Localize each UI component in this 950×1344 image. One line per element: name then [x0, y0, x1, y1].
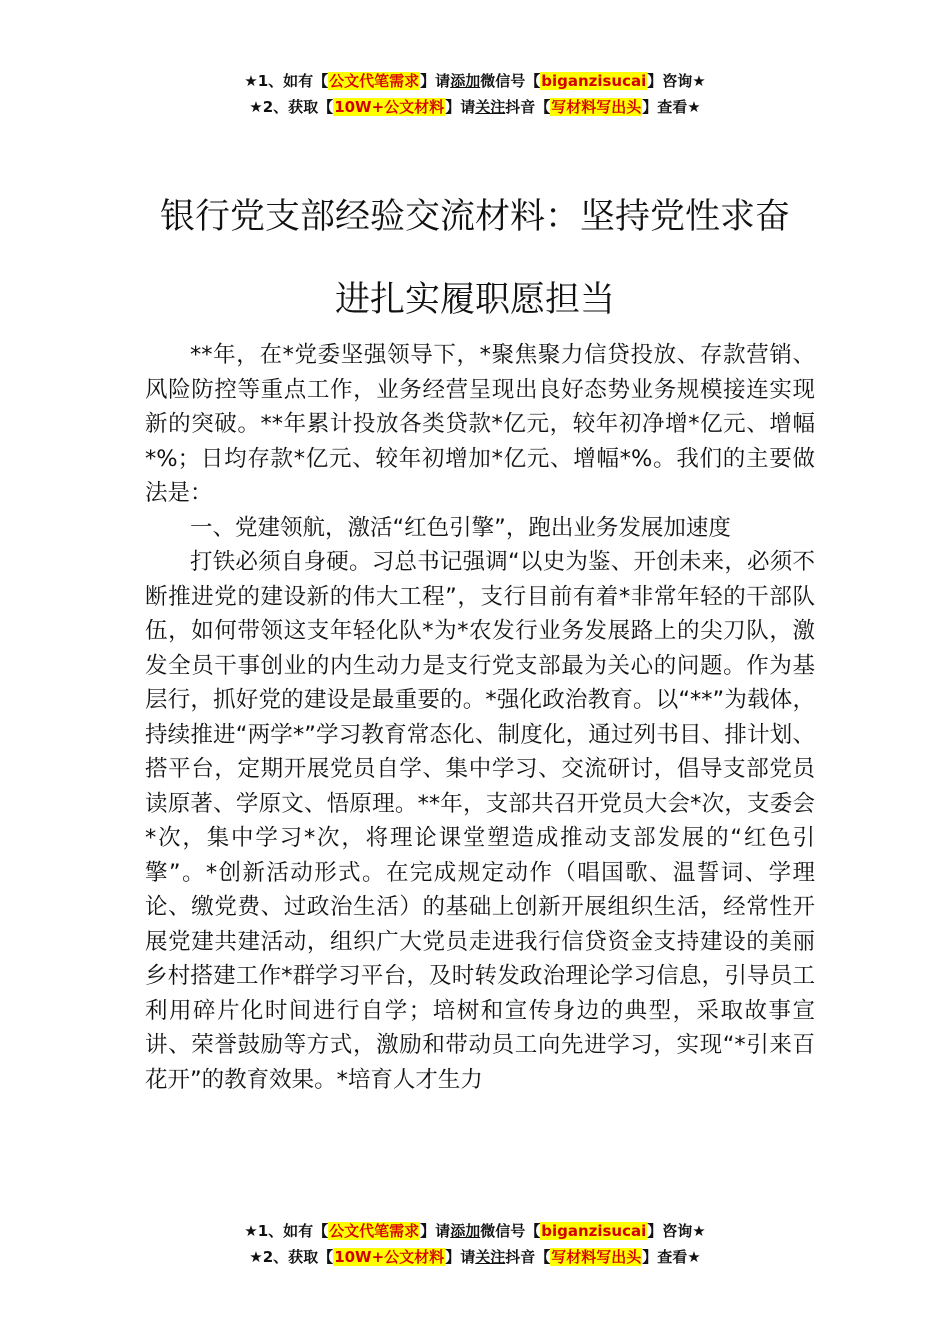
paragraph-intro: **年，在*党委坚强领导下，*聚焦聚力信贷投放、存款营销、风险防控等重点工作，业务经营呈现出良好态势业务规模接连实现新的突破。**年累计投放各类贷款*亿元，较年初净增*亿元、增幅*%；日均存款*亿元、较年初增加*亿元、增幅*%。我们的主要做法是： [145, 342, 815, 506]
highlight-douyin: 写材料写出头 [551, 98, 642, 116]
paragraph-party-building: 打铁必须自身硬。习总书记强调“以史为鉴、开创未来，必须不断推进党的建设新的伟大工程”，支行目前有着*非常年轻的干部队伍，如何带领这支年轻化队*为*农发行业务发展路上的尖刀队，激发全员干事创业的内生动力是支行党支部最为关心的问题。作为基层行，抓好党的建设是最重要的。*强化政治教育。以“**”为载体，持续推进“两学*”学习教育常态化、制度化，通过列书目、排计划、搭平台，定期开展党员自学、集中学习、交流研讨，倡导支部党员读原著、学原文、悟原理。**年，支部共召开党员大会*次，支委会*次，集中学习*次，将理论课堂塑造成推动支部发展的“红色引擎”。*创新活动形式。在完成规定动作（唱国歌、温誓词、学理论、缴党费、过政治生活）的基础上创新开展组织生活，经常性开展党建共建活动，组织广大党员走进我行信贷资金支持建设的美丽乡村搭建工作*群学习平台，及时转发政治理论学习信息，引导员工利用碎片化时间进行自学；培树和宣传身边的典型，采取故事宣讲、荣誉鼓励等方式，激励和带动员工向先进学习，实现“*引来百花开”的教育效果。*培育人才生力 [145, 549, 815, 1093]
banner-line-2: ★2、获取【10W+公文材料】请关注抖音【写材料写出头】查看★ [249, 98, 701, 116]
underline-follow: 关注 [475, 1248, 506, 1266]
banner-line-1: ★1、如有【公文代笔需求】请添加微信号【biganzisucai】咨询★ [244, 1222, 706, 1240]
title-line-1: 银行党支部经验交流材料：坚持党性求奋 [159, 197, 790, 237]
highlight-douyin: 写材料写出头 [551, 1248, 642, 1266]
highlight-materials: 10W+公文材料 [334, 98, 445, 116]
document-body [145, 338, 815, 1097]
highlight-service: 公文代笔需求 [329, 1222, 420, 1240]
document-title [0, 176, 950, 342]
highlight-materials: 10W+公文材料 [334, 1248, 445, 1266]
underline-add: 添加 [450, 1222, 481, 1240]
highlight-wechat-id: biganzisucai [541, 1222, 647, 1240]
title-line-2: 进扎实履职愿担当 [334, 280, 615, 320]
underline-follow: 关注 [475, 98, 506, 116]
section-heading-1: 一、党建领航，激活“红色引擎”，跑出业务发展加速度 [190, 514, 731, 541]
banner-line-2: ★2、获取【10W+公文材料】请关注抖音【写材料写出头】查看★ [249, 1248, 701, 1266]
highlight-wechat-id: biganzisucai [541, 72, 647, 90]
bottom-banner [0, 1218, 950, 1270]
underline-add: 添加 [450, 72, 481, 90]
top-banner [0, 68, 950, 120]
highlight-service: 公文代笔需求 [329, 72, 420, 90]
banner-line-1: ★1、如有【公文代笔需求】请添加微信号【biganzisucai】咨询★ [244, 72, 706, 90]
